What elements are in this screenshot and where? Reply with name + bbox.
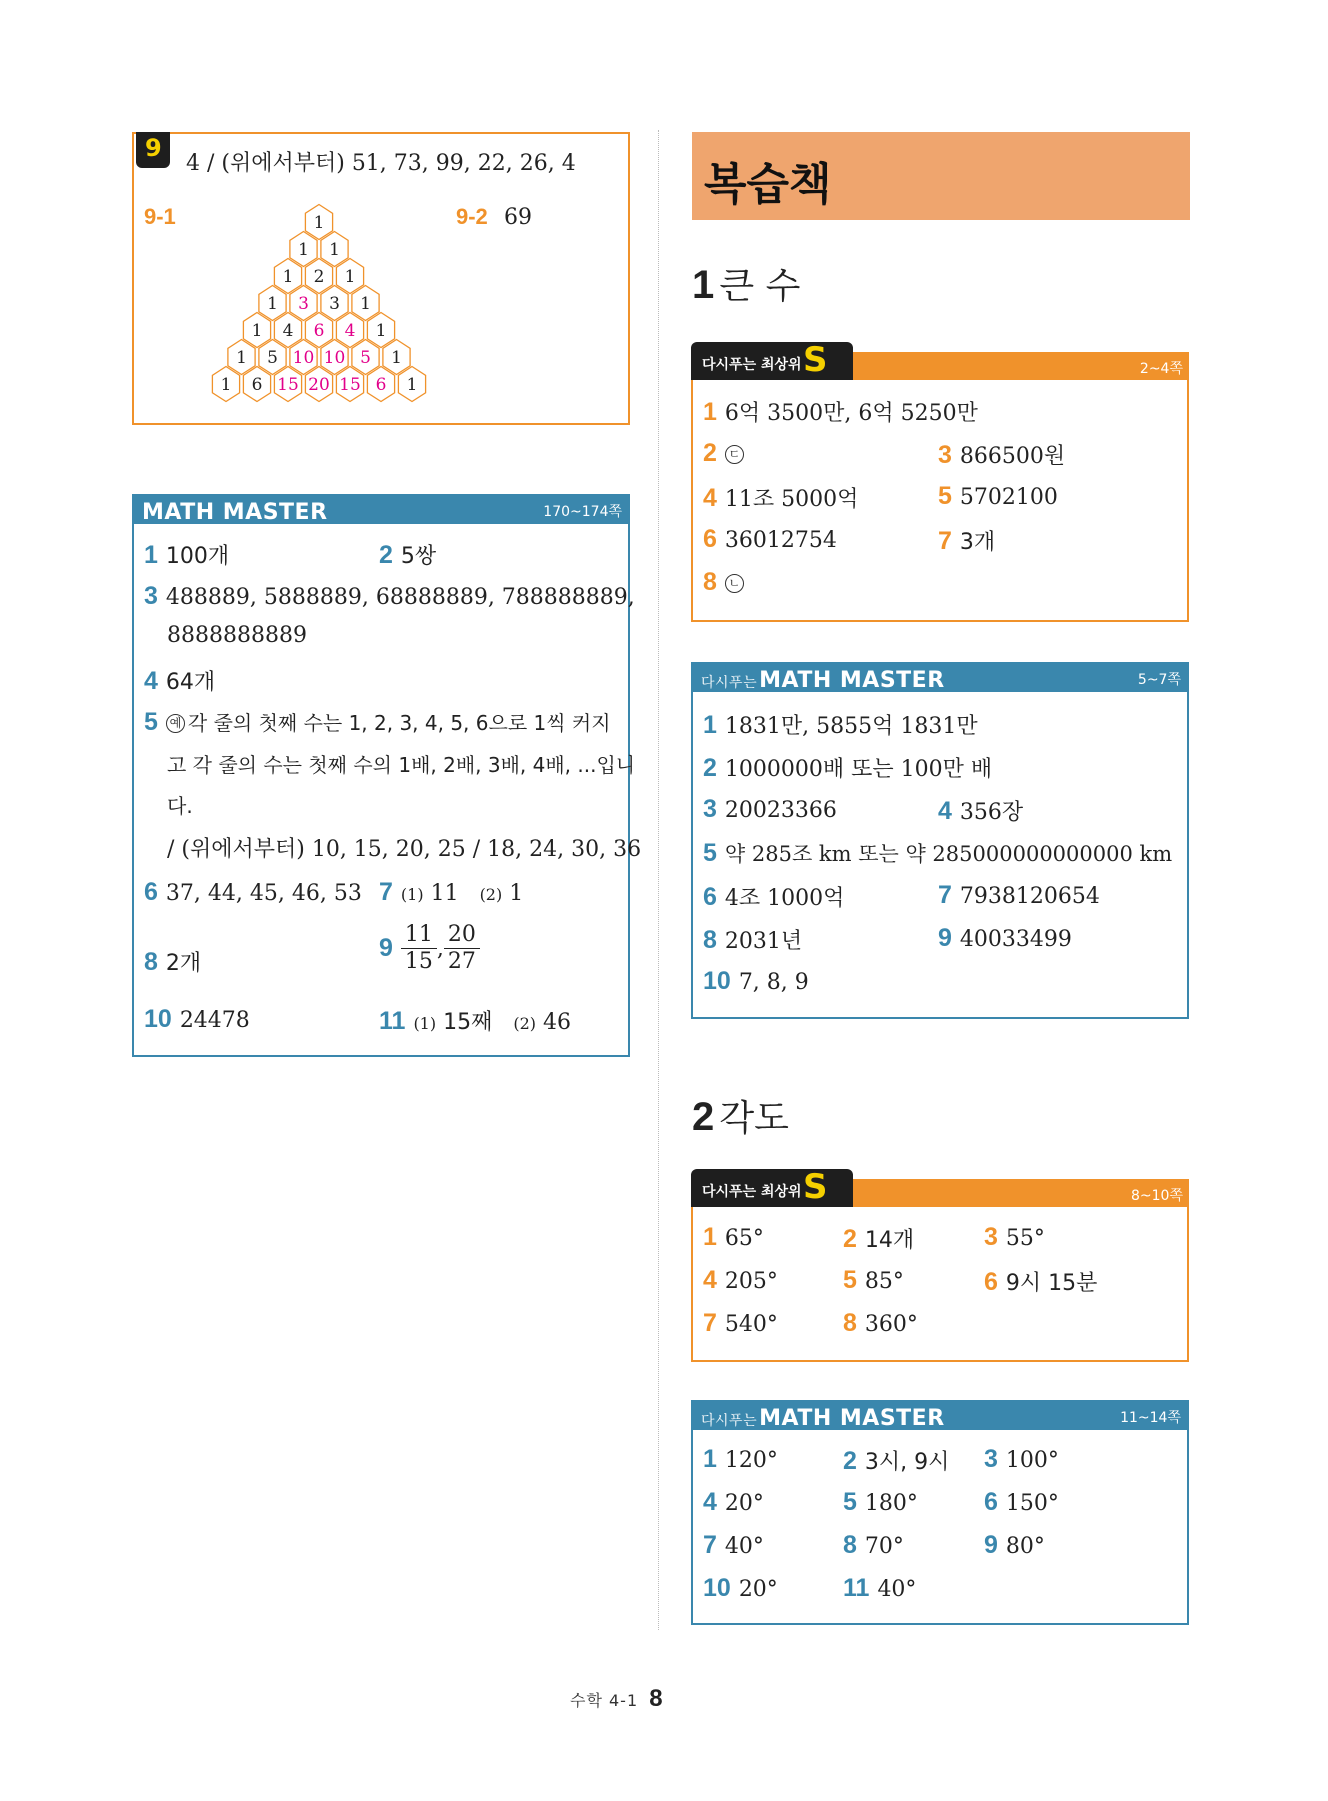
mm-answer-5 [144, 707, 611, 737]
answer-number: 1 [703, 1223, 717, 1251]
answer-number: 6 [144, 878, 158, 906]
answer-text: 15째 [443, 1010, 493, 1035]
mm2-answer-6 [984, 1488, 1059, 1517]
mm-answer-4 [144, 665, 215, 696]
example-mark: 예 [166, 714, 185, 733]
mm-answer-7 [379, 878, 523, 907]
answer-text: 4조 1000억 [724, 886, 845, 911]
answer-number: 2 [703, 754, 717, 782]
answer-text: 11 [430, 881, 459, 906]
answer-number: 5 [703, 839, 717, 867]
mm-prefix: 다시푸는 [701, 1413, 758, 1429]
pascal-triangle [189, 206, 449, 406]
pascal-value: 4 [344, 321, 356, 341]
answer-text: 100개 [165, 544, 230, 569]
mm-answer-5-cont2: 다. [167, 794, 193, 818]
pascal-value: 5 [360, 348, 371, 368]
answer-number: 4 [144, 667, 158, 695]
answer-number: 9 [938, 924, 952, 952]
mm-answer-6 [144, 878, 362, 907]
answer-number: 4 [938, 797, 952, 825]
pascal-value: 3 [298, 294, 309, 314]
answer-text: 65° [724, 1226, 764, 1251]
answer-text: 약 285조 km 또는 약 285000000000000 km [724, 842, 1173, 866]
answer-number: 3 [984, 1223, 998, 1251]
s-logo: S [803, 340, 828, 380]
answer-number: 8 [703, 926, 717, 954]
fraction [444, 922, 480, 976]
mm2-answer-1 [703, 1445, 778, 1474]
answer-text: 3시, 9시 [864, 1450, 950, 1475]
answer-text: 2031년 [724, 929, 803, 954]
sc2-answer-4 [703, 1266, 778, 1295]
answer-text: 70° [864, 1534, 904, 1559]
answer-number: 11 [843, 1574, 870, 1602]
part-label: (2) [479, 885, 503, 904]
answer-number: 4 [703, 484, 717, 512]
answer-text: 1831만, 5855억 1831만 [724, 714, 978, 739]
mm2-answer-10 [703, 1574, 778, 1603]
pascal-value: 2 [313, 267, 325, 287]
answer-number: 2 [843, 1447, 857, 1475]
answer-text: 40° [877, 1577, 917, 1602]
ch2-toughest-header [691, 1167, 1189, 1207]
pascal-value: 4 [282, 321, 294, 341]
answer-text: 180° [864, 1491, 918, 1516]
pascal-value: 1 [313, 213, 325, 233]
denominator: 15 [404, 949, 433, 975]
ch1-mm-title [701, 668, 945, 693]
banner-title: 복습책 [704, 159, 832, 210]
mm-prefix: 다시푸는 [701, 675, 758, 691]
sc2-answer-3 [984, 1223, 1045, 1252]
pascal-value: 20 [308, 375, 330, 395]
answer-number: 2 [703, 439, 717, 467]
denominator: 27 [447, 949, 476, 975]
sc1-answer-5 [938, 482, 1058, 511]
pascal-value: 1 [329, 240, 340, 260]
answer-text: 5쌍 [400, 544, 437, 569]
answer-text: 80° [1005, 1534, 1045, 1559]
mm1-answer-3 [703, 795, 837, 824]
mm-answer-1 [144, 539, 229, 570]
answer-text: 2개 [165, 951, 202, 976]
sc2-answer-8 [843, 1309, 918, 1338]
answer-text: 866500원 [959, 444, 1066, 469]
chapter-1-heading [692, 258, 800, 309]
answer-text: 20° [724, 1491, 764, 1516]
answer-number: 5 [144, 708, 158, 736]
answer-number: 8 [144, 948, 158, 976]
pascal-value: 1 [267, 294, 278, 314]
answer-number: 6 [984, 1488, 998, 1516]
s-logo: S [803, 1167, 828, 1207]
chapter-number: 1 [692, 263, 715, 307]
mm-answer-5-cont1: 고 각 줄의 수는 첫째 수의 1배, 2배, 3배, 4배, ...입니 [167, 753, 636, 777]
answer-number: 5 [843, 1266, 857, 1294]
answer-number: 2 [843, 1225, 857, 1253]
mm-answer-10 [144, 1005, 250, 1034]
pascal-value: 3 [329, 294, 340, 314]
answer-text: 64개 [165, 670, 216, 695]
page-footer [570, 1685, 663, 1713]
answer-number: 8 [843, 1309, 857, 1337]
answer-number: 9 [379, 934, 393, 963]
column-divider [658, 130, 659, 1630]
answer-number: 6 [703, 883, 717, 911]
chapter-title: 각도 [719, 1098, 789, 1139]
pascal-value: 10 [323, 348, 346, 368]
answer-number: 5 [938, 482, 952, 510]
page-range: 11~14쪽 [1120, 1410, 1181, 1426]
answer-number: 2 [379, 541, 393, 569]
ch1-toughest-header [691, 340, 1189, 380]
pascal-value: 6 [313, 321, 325, 341]
pascal-value: 1 [360, 294, 371, 314]
toughest-tab [691, 1169, 853, 1207]
sc2-answer-2 [843, 1223, 914, 1254]
mm2-answer-2 [843, 1445, 949, 1476]
mm-title-text: MATH MASTER [759, 668, 945, 693]
answer-text: 356장 [959, 800, 1024, 825]
ch2-mm-header [693, 1402, 1187, 1430]
answer-text: 120° [724, 1448, 778, 1473]
answer-text: 5702100 [959, 485, 1058, 510]
answer-text: 46 [543, 1010, 572, 1035]
ch1-mm-header [693, 664, 1187, 692]
answer-text: 20023366 [724, 798, 837, 823]
ch2-toughest-box [691, 1167, 1189, 1362]
math-master-header [134, 496, 628, 524]
answer-text: 55° [1005, 1226, 1045, 1251]
problem-9-2-label: 9-2 [456, 204, 488, 229]
answer-number: 3 [703, 795, 717, 823]
answer-text: 150° [1005, 1491, 1059, 1516]
page-number: 8 [649, 1685, 663, 1712]
pascal-value: 6 [251, 375, 263, 395]
mm-answer-3 [144, 582, 635, 611]
answer-text: 7, 8, 9 [738, 970, 809, 995]
sc1-answer-7 [938, 525, 995, 556]
math-master-title: MATH MASTER [142, 500, 328, 525]
mm1-answer-9 [938, 924, 1072, 953]
separator: , [436, 936, 444, 962]
sc1-answer-6 [703, 525, 837, 554]
answer-text: 40033499 [959, 927, 1072, 952]
problem-9-answer: 4 / (위에서부터) 51, 73, 99, 22, 26, 4 [186, 151, 576, 176]
mm2-answer-11 [843, 1574, 916, 1603]
answer-text: 3개 [959, 530, 996, 555]
problem-9-box [132, 132, 630, 425]
mm1-answer-7 [938, 881, 1100, 910]
pascal-value: 15 [339, 375, 361, 395]
math-master-box [132, 494, 642, 1057]
answer-text: 85° [864, 1269, 904, 1294]
answer-number: 1 [703, 398, 717, 426]
sc2-answer-5 [843, 1266, 904, 1295]
mm-answer-5-cont3: / (위에서부터) 10, 15, 20, 25 / 18, 24, 30, 36 [167, 837, 642, 862]
answer-text: 100° [1005, 1448, 1059, 1473]
mm2-answer-8 [843, 1531, 904, 1560]
numerator: 20 [444, 922, 480, 949]
ch1-math-master-box [691, 662, 1189, 1019]
page-range: 5~7쪽 [1137, 672, 1181, 688]
mm1-answer-2 [703, 752, 992, 783]
answer-number: 7 [379, 878, 393, 906]
mm2-answer-3 [984, 1445, 1059, 1474]
mm2-answer-7 [703, 1531, 764, 1560]
answer-text: 14개 [864, 1228, 915, 1253]
pascal-value: 1 [298, 240, 309, 260]
answer-number: 6 [703, 525, 717, 553]
ch2-math-master-box [691, 1400, 1189, 1625]
part-label: (1) [400, 885, 424, 904]
answer-text: 24478 [179, 1008, 250, 1033]
part-label: (2) [513, 1014, 537, 1033]
answer-number: 10 [703, 967, 731, 995]
problem-9-1-label: 9-1 [144, 204, 176, 229]
answer-number: 1 [703, 1445, 717, 1473]
answer-number: 3 [938, 441, 952, 469]
pascal-value: 1 [406, 375, 418, 395]
answer-number: 3 [144, 582, 158, 610]
mm2-answer-9 [984, 1531, 1045, 1560]
pascal-value: 5 [267, 348, 278, 368]
answer-text: 11조 5000억 [724, 487, 859, 512]
ch2-mm-title [701, 1406, 945, 1431]
mm1-answer-5 [703, 838, 1172, 868]
answer-number: 10 [144, 1005, 172, 1033]
answer-text: 6억 3500만, 6억 5250만 [724, 401, 978, 426]
answer-number: 7 [703, 1531, 717, 1559]
page-range: 8~10쪽 [1131, 1188, 1183, 1204]
part-label: (1) [413, 1014, 437, 1033]
answer-text: 488889, 5888889, 68888889, 788888889, [165, 585, 635, 610]
pascal-value: 1 [375, 321, 387, 341]
tab-label: 다시푸는 최상위 [702, 357, 802, 373]
mm2-answer-5 [843, 1488, 918, 1517]
pascal-value: 1 [282, 267, 294, 287]
chapter-number: 2 [692, 1095, 715, 1139]
answer-text: 각 줄의 첫째 수는 1, 2, 3, 4, 5, 6으로 1씩 커지 [187, 711, 611, 735]
answer-number: 1 [144, 541, 158, 569]
mm2-answer-4 [703, 1488, 764, 1517]
pascal-value: 6 [375, 375, 387, 395]
fraction [401, 922, 437, 976]
answer-number: 9 [984, 1531, 998, 1559]
answer-number: 8 [703, 568, 717, 596]
sc2-answer-6 [984, 1266, 1097, 1297]
answer-text: 1000000배 또는 100만 배 [724, 757, 993, 782]
chapter-title: 큰 수 [719, 266, 801, 307]
math-master-pages: 170~174쪽 [543, 504, 622, 520]
answer-text: ㄴ [725, 574, 744, 593]
pascal-value: 1 [391, 348, 402, 368]
answer-text: 360° [864, 1312, 918, 1337]
answer-number: 7 [703, 1309, 717, 1337]
mm-answer-2 [379, 539, 436, 570]
sc2-answer-7 [703, 1309, 778, 1338]
answer-number: 4 [703, 1266, 717, 1294]
answer-text: 7938120654 [959, 884, 1100, 909]
answer-number: 6 [984, 1268, 998, 1296]
answer-text: 40° [724, 1534, 764, 1559]
ch1-toughest-box [691, 340, 1189, 622]
answer-number: 3 [984, 1445, 998, 1473]
pascal-value: 1 [344, 267, 356, 287]
pascal-value: 1 [251, 321, 263, 341]
mm1-answer-4 [938, 795, 1023, 826]
sc1-answer-1 [703, 396, 978, 427]
mm-title-text: MATH MASTER [759, 1406, 945, 1431]
pascal-value: 1 [236, 348, 247, 368]
sc1-answer-4 [703, 482, 858, 513]
answer-number: 5 [843, 1488, 857, 1516]
answer-number: 11 [379, 1007, 406, 1035]
page-range: 2~4쪽 [1139, 361, 1183, 377]
chapter-2-heading [692, 1090, 789, 1141]
problem-9-tag [136, 132, 170, 168]
pascal-value: 1 [220, 375, 232, 395]
answer-text: 36012754 [724, 528, 837, 553]
numerator: 11 [401, 922, 437, 949]
mm1-answer-10 [703, 967, 809, 996]
mm1-answer-1 [703, 709, 978, 740]
pascal-value: 10 [292, 348, 315, 368]
sc2-answer-1 [703, 1223, 764, 1252]
review-book-banner [692, 132, 1190, 220]
mm-answer-9 [379, 922, 480, 976]
answer-text: 9시 15분 [1005, 1271, 1098, 1296]
answer-text: 1 [509, 881, 524, 906]
mm1-answer-6 [703, 881, 844, 912]
answer-text: 37, 44, 45, 46, 53 [165, 881, 362, 906]
mm-answer-11 [379, 1005, 571, 1036]
footer-subject: 수학 4-1 [570, 1691, 639, 1710]
answer-number: 8 [843, 1531, 857, 1559]
mm-answer-3-cont: 8888888889 [167, 623, 307, 648]
answer-number: 7 [938, 881, 952, 909]
answer-text: 205° [724, 1269, 778, 1294]
answer-text: 20° [738, 1577, 778, 1602]
mm1-answer-8 [703, 924, 802, 955]
problem-9-2-answer: 69 [504, 205, 532, 230]
answer-number: 7 [938, 527, 952, 555]
answer-number: 1 [703, 711, 717, 739]
answer-text: ㄷ [725, 445, 744, 464]
sc1-answer-3 [938, 439, 1065, 470]
answer-number: 10 [703, 1574, 731, 1602]
pascal-value: 15 [277, 375, 299, 395]
problem-9-tag-number: 9 [145, 134, 162, 162]
sc1-answer-8 [703, 568, 747, 597]
tab-label: 다시푸는 최상위 [702, 1184, 802, 1200]
sc1-answer-2 [703, 439, 747, 468]
toughest-tab [691, 342, 853, 380]
answer-number: 4 [703, 1488, 717, 1516]
answer-text: 540° [724, 1312, 778, 1337]
mm-answer-8 [144, 946, 201, 977]
